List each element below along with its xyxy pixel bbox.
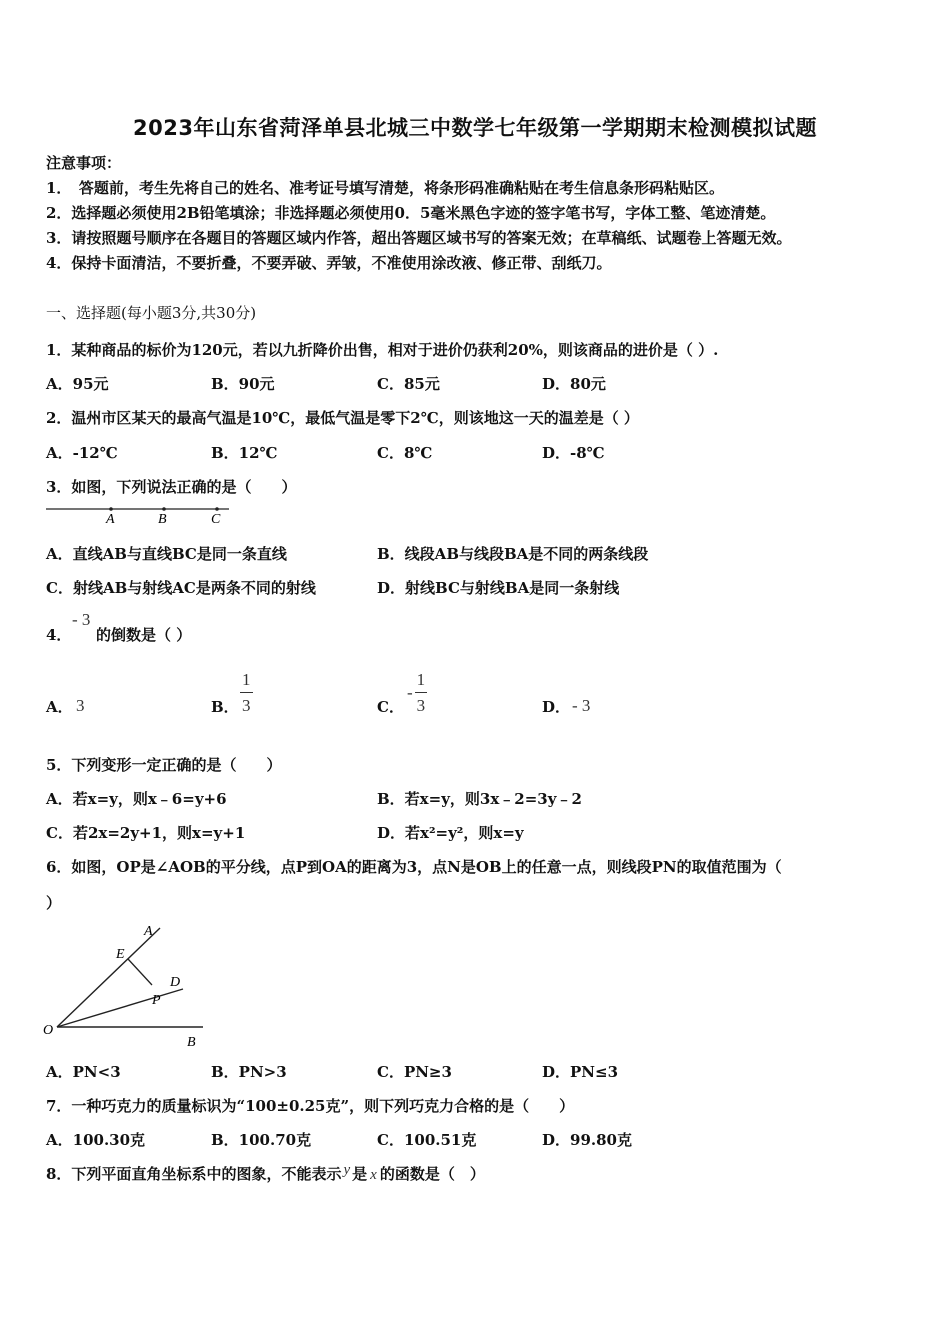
q7-option-d: D．99.80克	[542, 1131, 632, 1149]
q6-stem-line2: ）	[46, 894, 62, 912]
q6-option-a: A．PN<3	[46, 1063, 121, 1081]
q7-stem: 7．一种巧克力的质量标识为“100±0.25克”，则下列巧克力合格的是（ ）	[46, 1097, 575, 1115]
notice-item: 4．保持卡面清洁，不要折叠，不要弄破、弄皱，不准使用涂改液、修正带、刮纸刀。	[46, 254, 612, 272]
q6-option-b: B．PN>3	[211, 1063, 287, 1081]
q6-label-o: O	[43, 1023, 54, 1038]
q3-line-figure	[44, 500, 234, 528]
q2-option-b: B．12℃	[211, 444, 278, 462]
q2-option-a: A．-12℃	[46, 444, 118, 462]
q5-option-b: B．若x=y，则3x﹣2=3y﹣2	[377, 790, 582, 808]
q6-option-c: C．PN≥3	[377, 1063, 452, 1081]
notice-item: 1． 答题前，考生先将自己的姓名、准考证号填写清楚，将条形码准确粘贴在考生信息条形码粘贴区。	[46, 179, 724, 197]
fraction-denominator: 3	[242, 696, 251, 715]
q4-option-d-value: - 3	[572, 696, 591, 715]
q3-label-c: C	[211, 512, 221, 527]
q6-label-d: D	[170, 975, 181, 990]
q7-option-c: C．100.51克	[377, 1131, 477, 1149]
q7-option-b: B．100.70克	[211, 1131, 312, 1149]
q3-option-d: D．射线BC与射线BA是同一条射线	[377, 579, 620, 597]
q4-option-b-fraction	[240, 671, 253, 714]
q5-option-c: C．若2x=2y+1，则x=y+1	[46, 824, 246, 842]
q6-stem-line1: 6．如图，OP是∠AOB的平分线，点P到OA的距离为3，点N是OB上的任意一点，则线段PN的取值范围为（	[46, 858, 782, 876]
q3-option-b: B．线段AB与线段BA是不同的两条线段	[377, 545, 649, 563]
q8-var-x: x	[370, 1167, 377, 1183]
q2-stem: 2．温州市区某天的最高气温是10℃，最低气温是零下2℃，则该地这一天的温差是（ ）	[46, 409, 639, 427]
q8-stem	[46, 1163, 485, 1184]
section-heading: 一、选择题(每小题3分,共30分)	[46, 304, 257, 322]
q3-option-a: A．直线AB与直线BC是同一条直线	[46, 545, 287, 563]
notice-item: 3．请按照题号顺序在各题目的答题区域内作答，超出答题区域书写的答案无效；在草稿纸、试题卷上答题无效。	[46, 229, 792, 247]
q2-option-c: C．8℃	[377, 444, 433, 462]
q8-stem-prefix: 8．下列平面直角坐标系中的图象，不能表示	[46, 1165, 342, 1183]
q6-label-p: P	[152, 993, 161, 1008]
q5-option-a: A．若x=y，则x﹣6=y+6	[46, 790, 227, 808]
q4-option-c-fraction	[407, 671, 427, 714]
q1-option-a: A．95元	[46, 375, 109, 393]
q6-label-a: A	[144, 924, 153, 939]
q1-option-c: C．85元	[377, 375, 440, 393]
fraction-numerator: 1	[240, 671, 253, 693]
q6-label-b: B	[187, 1035, 196, 1050]
q6-option-d: D．PN≤3	[542, 1063, 619, 1081]
q4-stem: 的倒数是（ ）	[96, 626, 192, 644]
q6-label-e: E	[116, 947, 125, 962]
q4-option-b-letter: B．	[211, 698, 239, 716]
fraction-denominator: 3	[416, 696, 426, 715]
q4-option-d-letter: D．	[542, 698, 571, 716]
q3-label-b: B	[158, 512, 167, 527]
q4-option-a-value: 3	[76, 696, 85, 715]
notice-heading: 注意事项：	[46, 154, 122, 172]
q2-option-d: D．-8℃	[542, 444, 605, 462]
page-title: 2023年山东省菏泽单县北城三中数学七年级第一学期期末检测模拟试题	[133, 116, 817, 140]
q8-stem-mid: 是	[352, 1165, 368, 1183]
fraction-numerator: 1	[415, 671, 428, 693]
q3-label-a: A	[106, 512, 115, 527]
q5-option-d: D．若x²=y²，则x=y	[377, 824, 524, 842]
notice-item: 2．选择题必须使用2B铅笔填涂；非选择题必须使用0．5毫米黑色字迹的签字笔书写，字体工整、笔迹清楚。	[46, 204, 776, 222]
q8-var-y: y	[343, 1162, 351, 1178]
q1-option-b: B．90元	[211, 375, 275, 393]
q5-stem: 5．下列变形一定正确的是（ ）	[46, 756, 282, 774]
q4-option-c-letter: C．	[377, 698, 404, 716]
q4-expression: - 3	[72, 610, 91, 629]
q1-stem: 1．某种商品的标价为120元，若以九折降价出售，相对于进价仍获利20%，则该商品的进价是（ ）.	[46, 341, 719, 359]
q7-option-a: A．100.30克	[46, 1131, 146, 1149]
q3-stem: 3．如图，下列说法正确的是（ ）	[46, 478, 297, 496]
q6-angle-figure	[40, 918, 215, 1053]
q4-option-a-letter: A．	[46, 698, 73, 716]
q1-option-d: D．80元	[542, 375, 606, 393]
q8-stem-suffix: 的函数是（ ）	[379, 1165, 485, 1183]
q4-number: 4．	[46, 626, 72, 644]
q3-option-c: C．射线AB与射线AC是两条不同的射线	[46, 579, 316, 597]
fraction-sign: -	[407, 682, 413, 702]
